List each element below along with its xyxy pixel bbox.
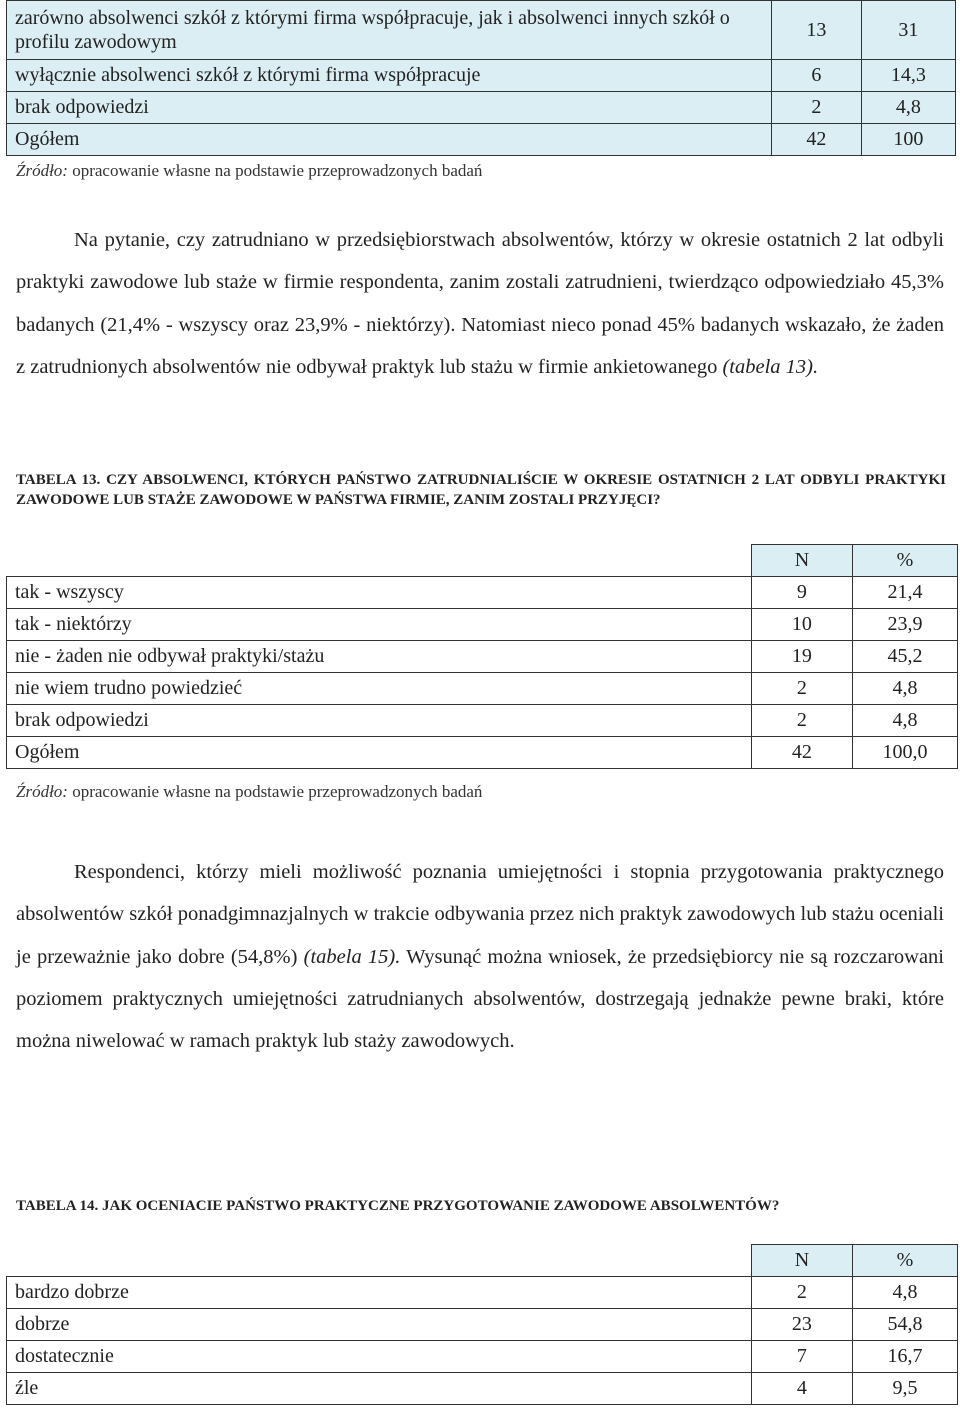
table-reference: (tabela 15). (303, 945, 401, 968)
row-n: 2 (751, 1277, 852, 1309)
table-row (7, 1, 956, 60)
row-n: 2 (771, 92, 861, 124)
header-n: N (751, 1245, 852, 1277)
caption-label: TABELA 14. (16, 1198, 99, 1214)
table-row (7, 705, 958, 737)
row-label: tak - niektórzy (7, 609, 752, 641)
caption-text: CZY ABSOLWENCI, KTÓRYCH PAŃSTWO ZATRUDNIALIŚCIE W OKRESIE OSTATNICH 2 LAT ODBYLI PRAKTYKI ZAWODOWE LUB STAŻE ZAWODOWE W PAŃSTWA FIRMIE, ZANIM ZOSTALI PRZYJĘCI? (16, 472, 947, 508)
row-pct: 23,9 (852, 609, 957, 641)
row-pct: 16,7 (852, 1341, 957, 1373)
source-note (16, 782, 482, 802)
row-n: 13 (771, 1, 861, 60)
row-n: 9 (751, 577, 852, 609)
header-empty (7, 1245, 752, 1277)
table-row (7, 1341, 958, 1373)
paragraph-2 (16, 851, 944, 1062)
table-row (7, 1277, 958, 1309)
row-n: 19 (751, 641, 852, 673)
row-pct: 14,3 (861, 60, 955, 92)
header-empty (7, 545, 752, 577)
paragraph-2-text: Respondenci, którzy mieli możliwość poznania umiejętności i stopnia przygotowania praktycznego absolwentów szkół ponadgimnazjalnych w trakcie odbywania przez nich praktyk zawodowych lub stażu oceniali je przeważnie jako dobre (54,8%) (16, 861, 944, 968)
header-n: N (751, 545, 852, 577)
row-label: źle (7, 1373, 752, 1405)
source-prefix: Źródło: (16, 782, 68, 801)
row-n: 2 (751, 673, 852, 705)
table-header-row (7, 1245, 958, 1277)
row-n: 2 (751, 705, 852, 737)
row-pct: 9,5 (852, 1373, 957, 1405)
table-14-caption (16, 1196, 946, 1216)
source-text: opracowanie własne na podstawie przeprowadzonych badań (72, 161, 483, 180)
header-pct: % (852, 1245, 957, 1277)
row-label: dobrze (7, 1309, 752, 1341)
paragraph-2-rest: Wysunąć można wniosek, że przedsiębiorcy nie są rozczarowani poziomem praktycznych umiejętności zatrudnianych absolwentów, dostrzegają jednakże pewne braki, które można niwelować w ramach praktyk lub staży zawodowych. (16, 945, 944, 1053)
table-13-caption (16, 470, 946, 510)
row-label: nie wiem trudno powiedzieć (7, 673, 752, 705)
table-row (7, 641, 958, 673)
caption-label: TABELA 13. (16, 472, 101, 488)
paragraph-1 (16, 219, 944, 388)
row-label: brak odpowiedzi (7, 92, 772, 124)
row-label: dostatecznie (7, 1341, 752, 1373)
source-prefix: Źródło: (16, 161, 68, 180)
table-row (7, 673, 958, 705)
row-n: 7 (751, 1341, 852, 1373)
caption-text: JAK OCENIACIE PAŃSTWO PRAKTYCZNE PRZYGOTOWANIE ZAWODOWE ABSOLWENTÓW? (102, 1198, 780, 1214)
table-row (7, 577, 958, 609)
row-label: brak odpowiedzi (7, 705, 752, 737)
table-header-row (7, 545, 958, 577)
row-n: 4 (751, 1373, 852, 1405)
row-pct: 31 (861, 1, 955, 60)
row-pct: 54,8 (852, 1309, 957, 1341)
row-n: 42 (751, 737, 852, 769)
table-row (7, 1309, 958, 1341)
header-pct: % (852, 545, 957, 577)
row-n: 42 (771, 124, 861, 156)
row-pct: 21,4 (852, 577, 957, 609)
table-row (7, 124, 956, 156)
row-n: 10 (751, 609, 852, 641)
table-12 (6, 0, 956, 156)
row-pct: 45,2 (852, 641, 957, 673)
paragraph-1-text: Na pytanie, czy zatrudniano w przedsiębiorstwach absolwentów, którzy w okresie ostatnich 2 lat odbyli praktyki zawodowe lub staże w firmie respondenta, zanim zostali zatrudnieni, twierdząco odpowiedziało 45,3% badanych (21,4% - wszyscy oraz 23,9% - niektórzy). Natomiast nieco ponad 45% badanych wskazało, że żaden z zatrudnionych absolwentów nie odbywał praktyk lub stażu w firmie ankietowanego (16, 229, 944, 378)
row-pct: 4,8 (861, 92, 955, 124)
table-row (7, 92, 956, 124)
row-n: 23 (751, 1309, 852, 1341)
table-13 (6, 544, 958, 769)
row-label: nie - żaden nie odbywał praktyki/stażu (7, 641, 752, 673)
row-n: 6 (771, 60, 861, 92)
source-note (16, 161, 482, 181)
row-pct: 4,8 (852, 673, 957, 705)
row-pct: 100,0 (852, 737, 957, 769)
row-label: bardzo dobrze (7, 1277, 752, 1309)
row-label: tak - wszyscy (7, 577, 752, 609)
table-row (7, 1373, 958, 1405)
row-label: Ogółem (7, 737, 752, 769)
row-pct: 4,8 (852, 1277, 957, 1309)
source-text: opracowanie własne na podstawie przeprowadzonych badań (72, 782, 483, 801)
table-reference: (tabela 13). (722, 355, 819, 378)
table-row (7, 609, 958, 641)
row-label: Ogółem (7, 124, 772, 156)
table-row (7, 60, 956, 92)
row-pct: 4,8 (852, 705, 957, 737)
table-row (7, 737, 958, 769)
row-label: wyłącznie absolwenci szkół z którymi firma współpracuje (7, 60, 772, 92)
row-pct: 100 (861, 124, 955, 156)
table-14 (6, 1244, 958, 1405)
row-label: zarówno absolwenci szkół z którymi firma współpracuje, jak i absolwenci innych szkół o profilu zawodowym (7, 1, 772, 60)
